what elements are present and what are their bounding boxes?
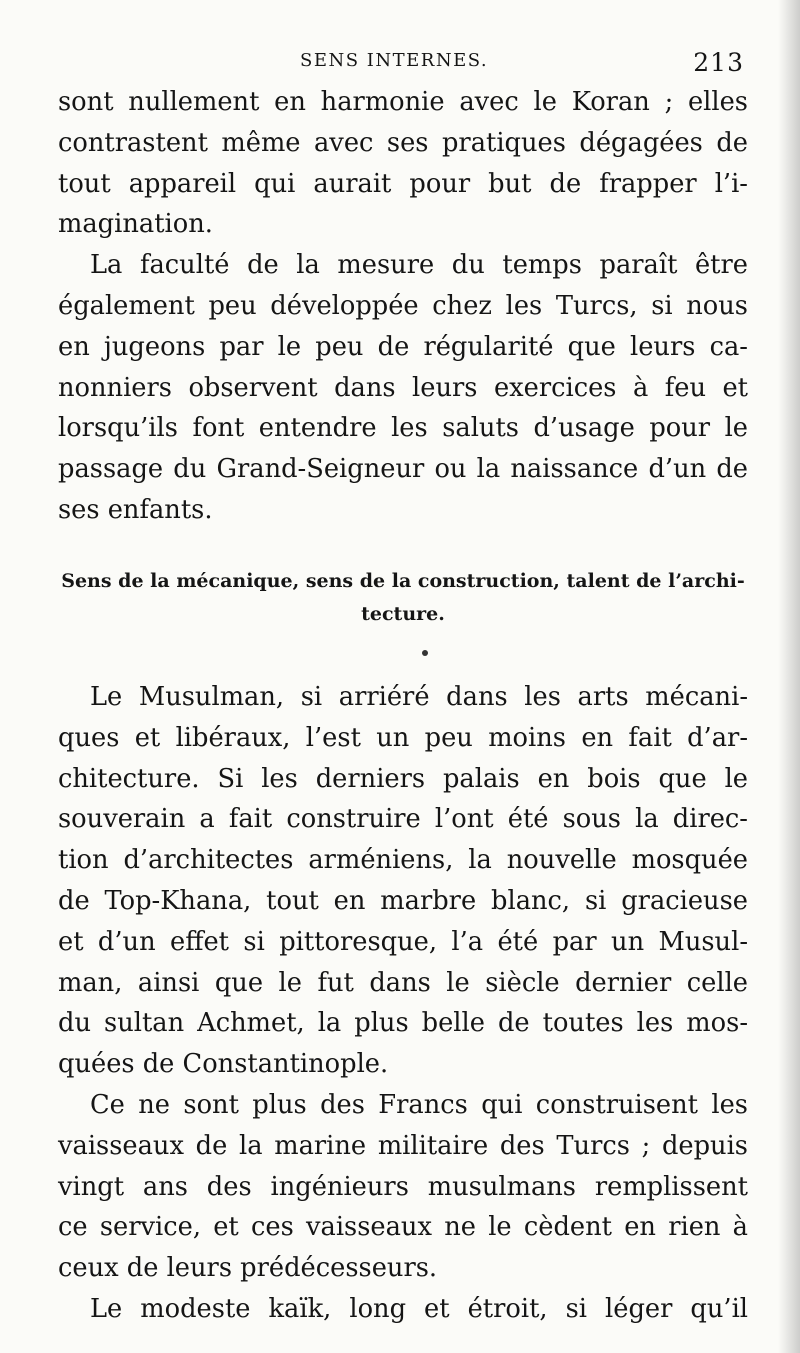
text-line: sont nullement en harmonie avec le Koran ; elles	[58, 87, 748, 117]
text-line: quées de Constantinople.	[58, 1049, 389, 1080]
text-line: vaisseaux de la marine militaire des Turcs ; depuis	[58, 1130, 748, 1161]
text-line: Le Musulman, si arriéré dans les arts mécani-	[90, 682, 748, 712]
text-line: ques et libéraux, l’est un peu moins en fait d’ar-	[58, 722, 748, 753]
text-line: du sultan Achmet, la plus belle de toutes les mos-	[58, 1008, 748, 1039]
running-head	[58, 48, 748, 82]
paragraph	[58, 245, 748, 531]
text-line: vingt ans des ingénieurs musulmans remplissent	[58, 1171, 748, 1202]
text-line: ses enfants.	[58, 494, 213, 525]
text-line: tion d’architectes arméniens, la nouvelle mosquée	[58, 845, 748, 876]
section-heading	[58, 565, 748, 631]
text-line: chitecture. Si les derniers palais en bois que le	[58, 763, 748, 794]
section-heading-line: Sens de la mécanique, sens de la construction, talent de l’archi-	[61, 570, 745, 592]
text-line: souverain a fait construire l’ont été sous la direc-	[58, 804, 748, 835]
text-line: et d’un effet si pittoresque, l’a été par un Musul-	[58, 926, 748, 957]
text-line: contrastent même avec ses pratiques dégagées de	[58, 127, 748, 158]
text-block-top	[58, 82, 748, 531]
text-line: de Top-Khana, tout en marbre blanc, si gracieuse	[58, 885, 748, 916]
text-line: man, ainsi que le fut dans le siècle dernier celle	[58, 967, 748, 998]
running-title: SENS INTERNES.	[300, 50, 489, 71]
text-line: Le modeste kaïk, long et étroit, si léger qu’il	[90, 1293, 748, 1324]
text-line: Ce ne sont plus des Francs qui construisent les	[90, 1089, 748, 1120]
text-block-bottom	[58, 677, 748, 1330]
section-heading-line: tecture.	[361, 603, 445, 625]
text-line: ceux de leurs prédécesseurs.	[58, 1253, 438, 1284]
page-edge-shadow	[778, 0, 800, 1353]
ornament-dot	[422, 650, 428, 656]
text-line: tout appareil qui aurait pour but de frapper l’i-	[58, 168, 748, 199]
text-line: également peu développée chez les Turcs, si nous	[58, 290, 748, 321]
text-line: La faculté de la mesure du temps paraît être	[90, 250, 748, 281]
text-line: ce service, et ces vaisseaux ne le cèdent en rien à	[58, 1212, 748, 1243]
text-line: magination.	[58, 209, 213, 240]
paragraph	[58, 82, 748, 245]
page-number: 213	[693, 48, 744, 77]
paragraph	[58, 1085, 748, 1289]
paragraph	[58, 1289, 748, 1330]
text-line: en jugeons par le peu de régularité que leurs ca-	[58, 331, 748, 362]
text-line: passage du Grand-Seigneur ou la naissance d’un de	[58, 454, 748, 485]
text-line: nonniers observent dans leurs exercices à feu et	[58, 372, 748, 403]
paragraph	[58, 677, 748, 1085]
text-line: lorsqu’ils font entendre les saluts d’usage pour le	[58, 413, 748, 444]
